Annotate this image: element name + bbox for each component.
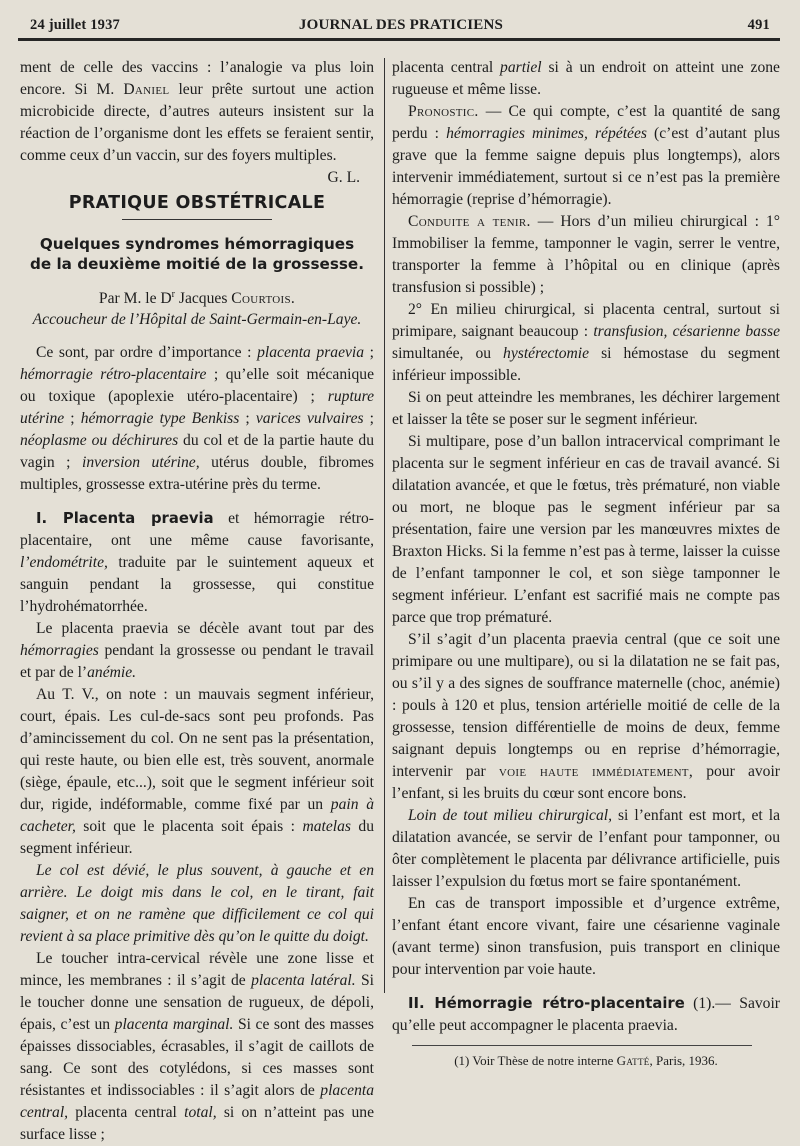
paragraph-conduct: Conduite a tenir. — Hors d’un milieu chirurgical : 1° Immobiliser la femme, tamponner le vagin, serrer le ventre, transporter la femme à l’hôpital ou en clinique (après transfusion si possible) ; [392,213,780,296]
byline: Par M. le $D^r$ Jacques Courtois. [98,289,296,308]
paragraph-transport: En cas de transport impossible et d’urgence extrême, l’enfant étant encore vivant, faire une césarienne vaginale (avant terme) sinon transfusion, puis transport en clinique pour intervention par voie haute. [392,895,780,978]
section-retro-placentaire: II. Hémorragie rétro-placentaire (1).— Savoir qu’elle peut accompagner le placenta praevia. [392,995,780,1034]
header-journal-title: JOURNAL DES PRATICIENS [298,17,504,33]
author-affiliation: Accoucheur de l’Hôpital de Saint-Germain-en-Laye. [32,311,362,329]
paragraph-intracervical: Le toucher intra-cervical révèle une zone lisse et mince, les membranes : il s’agit de placenta latéral. Si le toucher donne une sensation de rugueux, de dépoli, épais, c’est un placenta marginal. Si ce sont des masses épaisses dissociables, écrasables, il s’agit de caillots de sang. Ce sont des cotylédons, si ces masses sont résistantes et indissociables : il s’agit alors de placenta central, placenta central total, si on n’atteint pas une surface lisse ; [20,950,375,1144]
subsection-heading-2: II. Hémorragie rétro-placentaire [408,995,685,1012]
header-rule [18,38,780,41]
paragraph-diagnosis: Le placenta praevia se décèle avant tout par des hémorragies pendant la grossesse ou pendant le travail et par de l’anémie. [20,620,374,682]
section-placenta-praevia: I. Placenta praevia et hémorragie rétro-placentaire, ont une même cause favorisante, l’endométrite, traduite par le suintement aqueux et sanguin pendant la grossesse, qui constitue l’hydrohématorrhée. [20,510,374,616]
footnote: (1) Voir Thèse de notre interne Gatté, Paris, 1936. [454,1053,718,1068]
paragraph-continuation: placenta central partiel si à un endroit on atteint une zone rugueuse et même lisse. [392,59,780,98]
paragraph-far-from-surgery: Loin de tout milieu chirurgical, si l’enfant est mort, et la dilatation avancée, se servir de l’enfant pour tamponner, ou ôter complètement le placenta par délivrance artificielle, puis laisser l’expulsion du fœtus mort se faire spontanément. [392,807,780,890]
prognosis-label: Pronostic. [408,103,479,120]
column-divider [384,58,385,993]
footnote-rule [412,1045,752,1046]
paragraph-central-praevia: S’il s’agit d’un placenta praevia central (que ce soit une primipare ou une multipare), ou si la dilatation ne se fait pas, ou s’il y a des signes de souffrance maternelle (choc, anémie) : pouls à 120 et plus, tension artérielle moitié de celle de la grossesse, tension différentielle de moins de deux, femme saignant depuis longtemps ou en reprise d’hémorragie, intervenir par voie haute immédiatement, pour avoir l’enfant, si les bruits du cœur sont encore bons. [392,631,780,802]
section-rule [122,219,272,220]
paragraph-membranes: Si on peut atteindre les membranes, les déchirer largement et laisser la tête se poser sur le segment inférieur. [392,389,780,428]
running-header [30,14,772,36]
left-column [20,57,374,1146]
header-date: 24 juillet 1937 [30,17,120,33]
paragraph-overview: Ce sont, par ordre d’importance : placenta praevia ; hémorragie rétro-placentaire ; qu’elle soit mécanique ou toxique (apoplexie utéro-placentaire) ; rupture utérine ; hémorragie type Benkiss ; varices vulvaires ; néoplasme ou déchirures du col et de la partie haute du vagin ; inversion utérine, utérus double, fibromes multiples, grossesse extra-utérine près du terme. [20,344,374,494]
paragraph-col-italic: Le col est dévié, le plus souvent, à gauche et en arrière. Le doigt mis dans le col, en le tirant, fait saigner, et on ne ramène que difficilement ce col qui revient à sa place primitive dès qu’on le quitte du doigt. [20,862,374,946]
conduct-label: Conduite a tenir. [408,213,531,230]
article-title: Quelques syndromes hémorragiques de la deuxième moitié de la grossesse. [30,235,364,273]
intro-paragraph: ment de celle des vaccins : l’analogie va plus loin encore. Si M. Daniel leur prête surtout une action microbicide directe, d’autres auteurs insistent sur la réaction de l’organisme dont les effets se feraient sentir, comme ceux d’un vaccin, sur des foyers multiples. G. L. [20,57,374,167]
paragraph-prognosis: Pronostic. — Ce qui compte, c’est la quantité de sang perdu : hémorragies minimes, répétées (c’est d’autant plus grave que la femme saigne depuis plus longtemps), alors intervenir immédiatement, surtout si ce n’est pas la première hémorragie (reprise d’hémorragie). [392,103,780,208]
paragraph-multipare: Si multipare, pose d’un ballon intracervical comprimant le placenta sur le segment inférieur en cas de travail avancé. Si dilatation avancée, et que le fœtus, très prématuré, non viable ou mort, ne bloque pas le segment inférieur par sa présentation, faire une version par les manœuvres mixtes de Braxton Hicks. Si la femme n’est pas à terme, laisser la cuisse de l’enfant tamponner le col, et son siège tamponner le segment inférieur. L’enfant est sacrifié mais ne compte pas parce que trop prématuré. [392,433,780,626]
paragraph-surgical: 2° En milieu chirurgical, si placenta central, surtout si primipare, saignant beaucoup : transfusion, césarienne basse simultanée, ou hystérectomie si hémostase du segment inférieur impossible. [392,301,780,384]
right-column [392,57,780,1070]
intro-signature: G. L. [327,169,360,186]
section-title: PRATIQUE OBSTÉTRICALE [68,193,326,213]
paragraph-vaginal-exam: Au T. V., on note : un mauvais segment inférieur, court, épais. Les cul-de-sacs sont peu profonds. Pas d’amincissement du col. On ne sent pas la présentation, qui reste haute, ou bien elle est, très souvent, anormale (siège, épaule, etc...), soit que le segment inférieur soit dur, rigide, indéformable, comme fixé par un pain à cacheter, soit que le placenta soit épais : matelas du segment inférieur. [20,686,375,858]
subsection-heading: I. Placenta praevia [36,510,214,528]
page-number: 491 [747,17,770,33]
